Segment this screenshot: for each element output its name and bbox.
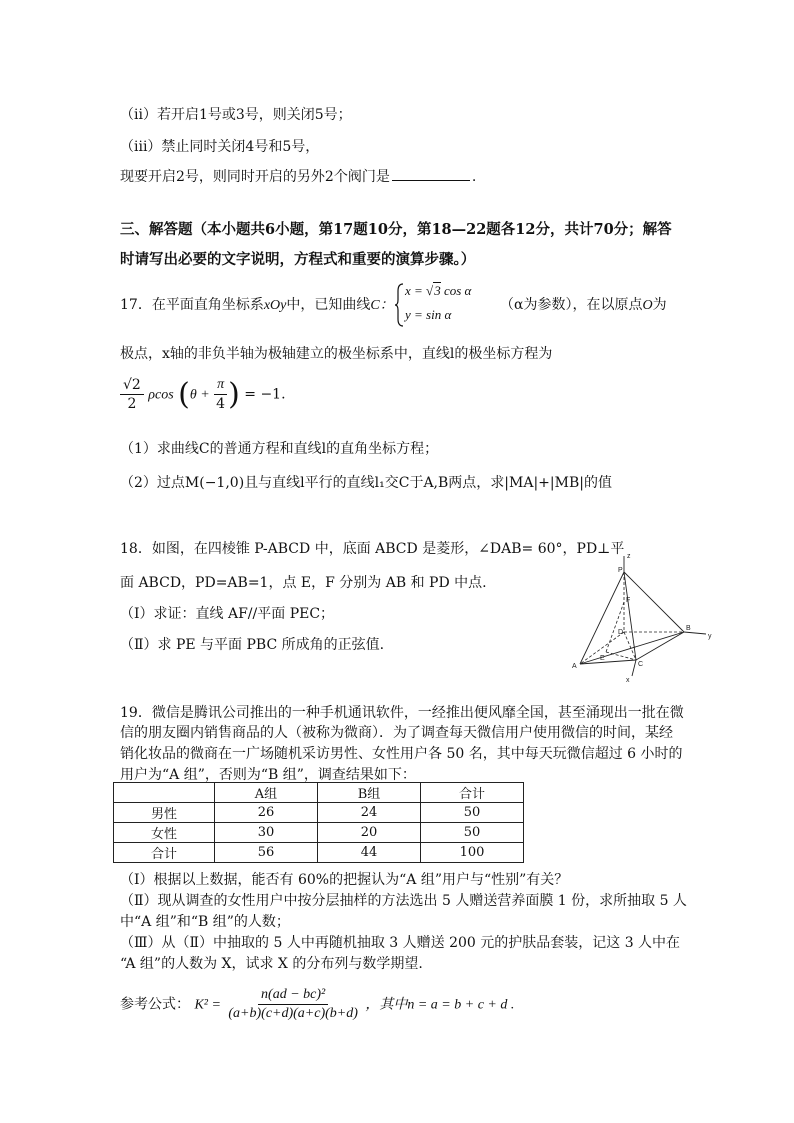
table-cell	[114, 783, 215, 803]
table-cell: 合计	[114, 843, 215, 863]
condition-iii: （iii）禁止同时关闭4号和5号，	[120, 139, 320, 155]
q17-intro: 17．在平面直角坐标系xOy中，已知曲线C：	[120, 297, 394, 313]
param-equation-y: y = sin α	[405, 307, 452, 322]
hidden-FE	[606, 602, 624, 652]
question-16-text: 现要开启2号，则同时开启的另外2个阀门是 .	[120, 169, 477, 185]
answer-blank	[392, 168, 470, 181]
label-A: A	[572, 663, 577, 670]
label-B: B	[686, 625, 691, 632]
label-x: x	[626, 677, 630, 684]
survey-table	[113, 782, 524, 863]
table-cell: 50	[421, 803, 524, 823]
base-AD	[580, 660, 636, 664]
question-16-prompt: 现要开启2号，则同时开启的另外2个阀门是	[120, 169, 390, 185]
condition-ii: （ii）若开启1号或3号，则关闭5号；	[120, 107, 352, 123]
reference-formula: 参考公式： K² = $\frac{\text{n(ad − bc)²}}{(a+b)(c+d)(a+c)(b+d)}$ ，其中n = a = b + c + d .	[120, 987, 515, 1021]
q19-sub3a: （Ⅲ）从（Ⅱ）中抽取的 5 人中再随机抽取 3 人赠送 200 元的护肤品套装，记这 3 人中在	[120, 935, 681, 951]
q17-polar-equation: $\frac{√2}{2}$ ρcos (θ + $\frac{\pi}{4}$ ) = −1.	[120, 376, 286, 413]
formula-fraction: $\frac{\text{n(ad − bc)²}}{(a+b)(c+d)(a+c)(b+d)}$	[228, 987, 358, 1021]
param-equation-x: x = √3 cos α	[405, 283, 472, 298]
q19-p4: 用户为“A 组”，否则为“B 组”，调查结果如下：	[120, 767, 416, 783]
x-axis	[632, 660, 636, 676]
table-row	[114, 823, 524, 843]
table-cell: 100	[421, 843, 524, 863]
q17-part2: （2）过点M(−1,0)且与直线l平行的直线l₁交C于A,B两点，求|MA|+|MB|的值	[120, 475, 612, 491]
label-D: D	[618, 629, 624, 636]
label-E: E	[600, 655, 605, 662]
table-cell: B组	[318, 783, 421, 803]
table-cell: 24	[318, 803, 421, 823]
system-brace	[395, 283, 405, 327]
label-C: C	[638, 661, 644, 668]
label-y: y	[708, 633, 712, 640]
q19-sub1: （Ⅰ）根据以上数据，能否有 60%的把握认为“A 组”用户与“性别”有关？	[120, 872, 569, 888]
table-header-row	[114, 783, 524, 803]
q17-line2: 极点，x轴的非负半轴为极轴建立的极坐标系中，直线l的极坐标方程为	[120, 346, 553, 362]
table-cell: 44	[318, 843, 421, 863]
q19-sub3b: “A 组”的人数为 X，试求 X 的分布列与数学期望.	[120, 956, 423, 972]
table-row	[114, 803, 524, 823]
label-F: F	[626, 597, 631, 604]
q19-p1: 19．微信是腾讯公司推出的一种手机通讯软件，一经推出便风靡全国，甚至涌现出一批在微	[120, 705, 684, 721]
q19-p2: 信的朋友圈内销售商品的人（被称为微商）．为了调查每天微信用户使用微信的时间，某经	[120, 725, 673, 741]
pyramid-figure	[566, 552, 716, 684]
q18-part1: （Ⅰ）求证：直线 AF//平面 PEC；	[120, 606, 335, 622]
q18-line1: 18．如图，在四棱锥 P-ABCD 中，底面 ABCD 是菱形，∠DAB= 60°，PD⊥平	[120, 541, 625, 557]
base-CB	[636, 632, 684, 660]
q19-sub2b: 中“A 组”和“B 组”的人数；	[120, 914, 290, 930]
q19-sub2a: （Ⅱ）现从调查的女性用户中按分层抽样的方法选出 5 人赠送营养面膜 1 份，求所抽取 5 人	[120, 893, 687, 909]
table-cell: 合计	[421, 783, 524, 803]
table-cell: A组	[215, 783, 318, 803]
edge-PA	[580, 572, 624, 664]
q17-param-note: （α为参数），在以原点O为	[500, 297, 667, 313]
y-axis	[684, 632, 706, 634]
table-row	[114, 843, 524, 863]
hidden-EC	[606, 652, 636, 660]
q17-part1: （1）求曲线C的普通方程和直线l的直角坐标方程；	[120, 441, 439, 457]
table-cell: 30	[215, 823, 318, 843]
q19-p3: 销化妆品的微商在一广场随机采访男性、女性用户各 50 名，其中每天玩微信超过 6 小时的	[120, 746, 683, 762]
table-cell: 50	[421, 823, 524, 843]
section-heading-line2: 时请写出必要的文字说明，方程式和重要的演算步骤。）	[120, 251, 476, 268]
table-cell: 26	[215, 803, 318, 823]
polar-fraction: $\frac{√2}{2}$	[120, 376, 144, 413]
table-cell: 20	[318, 823, 421, 843]
table-cell: 56	[215, 843, 318, 863]
table-cell: 男性	[114, 803, 215, 823]
edge-PB	[624, 572, 684, 632]
q18-line2: 面 ABCD，PD=AB=1，点 E，F 分别为 AB 和 PD 中点.	[120, 575, 487, 591]
q18-part2: （Ⅱ）求 PE 与平面 PBC 所成角的正弦值.	[120, 637, 385, 653]
label-P: P	[618, 567, 623, 574]
section-heading-line1: 三、解答题（本小题共6小题，第17题10分，第18—22题各12分，共计70分；解答	[120, 221, 672, 238]
table-cell: 女性	[114, 823, 215, 843]
label-z: z	[627, 553, 631, 560]
